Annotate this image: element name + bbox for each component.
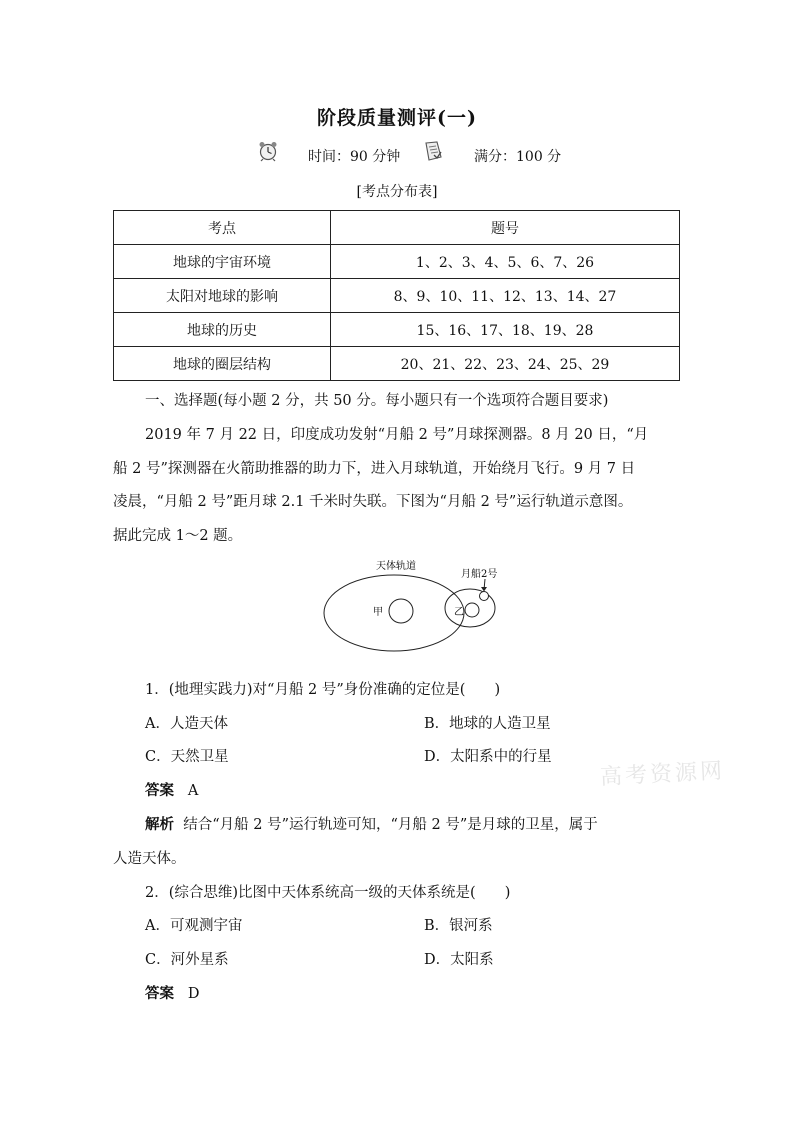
body-a-label: 甲: [373, 607, 383, 618]
answer-value: A: [187, 783, 199, 799]
q2-option-a: A．可观测宇宙: [145, 918, 243, 934]
questions-cell: 1、2、3、4、5、6、7、26: [331, 245, 680, 279]
outer-orbit: [324, 575, 464, 651]
knowledge-distribution-table: [113, 210, 680, 381]
section-heading: 一、选择题(每小题 2 分，共 50 分。每小题只有一个选项符合题目要求): [145, 393, 609, 409]
topic-cell: 太阳对地球的影响: [114, 279, 331, 313]
answer-label: 答案: [145, 985, 174, 1002]
time-label: 时间：90 分钟: [308, 149, 401, 165]
q2-option-b: B．银河系: [424, 918, 493, 934]
q1-analysis-continued: 人造天体。: [113, 851, 186, 867]
questions-cell: 8、9、10、11、12、13、14、27: [331, 279, 680, 313]
table-row: [114, 347, 680, 381]
q2-answer: [145, 982, 199, 1003]
score-label: 满分：100 分: [474, 149, 562, 165]
orbit-label: 天体轨道: [376, 561, 416, 572]
orbit-diagram: [318, 556, 508, 656]
questions-cell: 15、16、17、18、19、28: [331, 313, 680, 347]
topic-cell: 地球的圈层结构: [114, 347, 331, 381]
table-row: [114, 245, 680, 279]
header-cell-topic: 考点: [114, 211, 331, 245]
topic-cell: 地球的宇宙环境: [114, 245, 331, 279]
header-cell-questions: 题号: [331, 211, 680, 245]
spacecraft-circle: [480, 592, 489, 601]
table-header-row: [114, 211, 680, 245]
q1-analysis: [145, 813, 598, 834]
craft-label: 月船2号: [461, 569, 498, 580]
passage-line: 2019 年 7 月 22 日，印度成功发射“月船 2 号”月球探测器。8 月 20 日，“月: [145, 427, 649, 443]
q1-answer: [145, 779, 198, 800]
page-title: 阶段质量测评(一): [317, 107, 477, 129]
passage-line: 凌晨，“月船 2 号”距月球 2.1 千米时失联。下图为“月船 2 号”运行轨道示意图。: [113, 494, 633, 510]
q2-option-c: C．河外星系: [145, 952, 229, 968]
body-b-label: 乙: [454, 607, 464, 618]
q2-option-d: D．太阳系: [424, 952, 494, 968]
table-row: [114, 279, 680, 313]
q1-option-d: D．太阳系中的行星: [424, 749, 552, 765]
test-paper-icon: [422, 140, 444, 162]
question-2-stem: 2．(综合思维)比图中天体系统高一级的天体系统是( ): [145, 885, 511, 901]
watermark: 高考资源网: [599, 758, 726, 791]
q1-option-a: A．人造天体: [145, 716, 228, 732]
passage-line: 船 2 号”探测器在火箭助推器的助力下，进入月球轨道，开始绕月飞行。9 月 7 日: [113, 461, 636, 477]
questions-cell: 20、21、22、23、24、25、29: [331, 347, 680, 381]
q1-option-c: C．天然卫星: [145, 749, 229, 765]
body-a-circle: [389, 599, 413, 623]
answer-value: D: [187, 986, 200, 1002]
topic-cell: 地球的历史: [114, 313, 331, 347]
question-1-stem: 1．(地理实践力)对“月船 2 号”身份准确的定位是( ): [145, 682, 501, 698]
table-row: [114, 313, 680, 347]
passage-line: 据此完成 1～2 题。: [113, 528, 243, 544]
table-caption: [考点分布表]: [356, 184, 438, 200]
analysis-text: 结合“月船 2 号”运行轨迹可知，“月船 2 号”是月球的卫星，属于: [183, 817, 598, 833]
body-b-circle: [465, 603, 479, 617]
analysis-label: 解析: [145, 816, 174, 833]
q1-option-b: B．地球的人造卫星: [424, 716, 551, 732]
answer-label: 答案: [145, 782, 174, 799]
alarm-clock-icon: [257, 140, 279, 162]
